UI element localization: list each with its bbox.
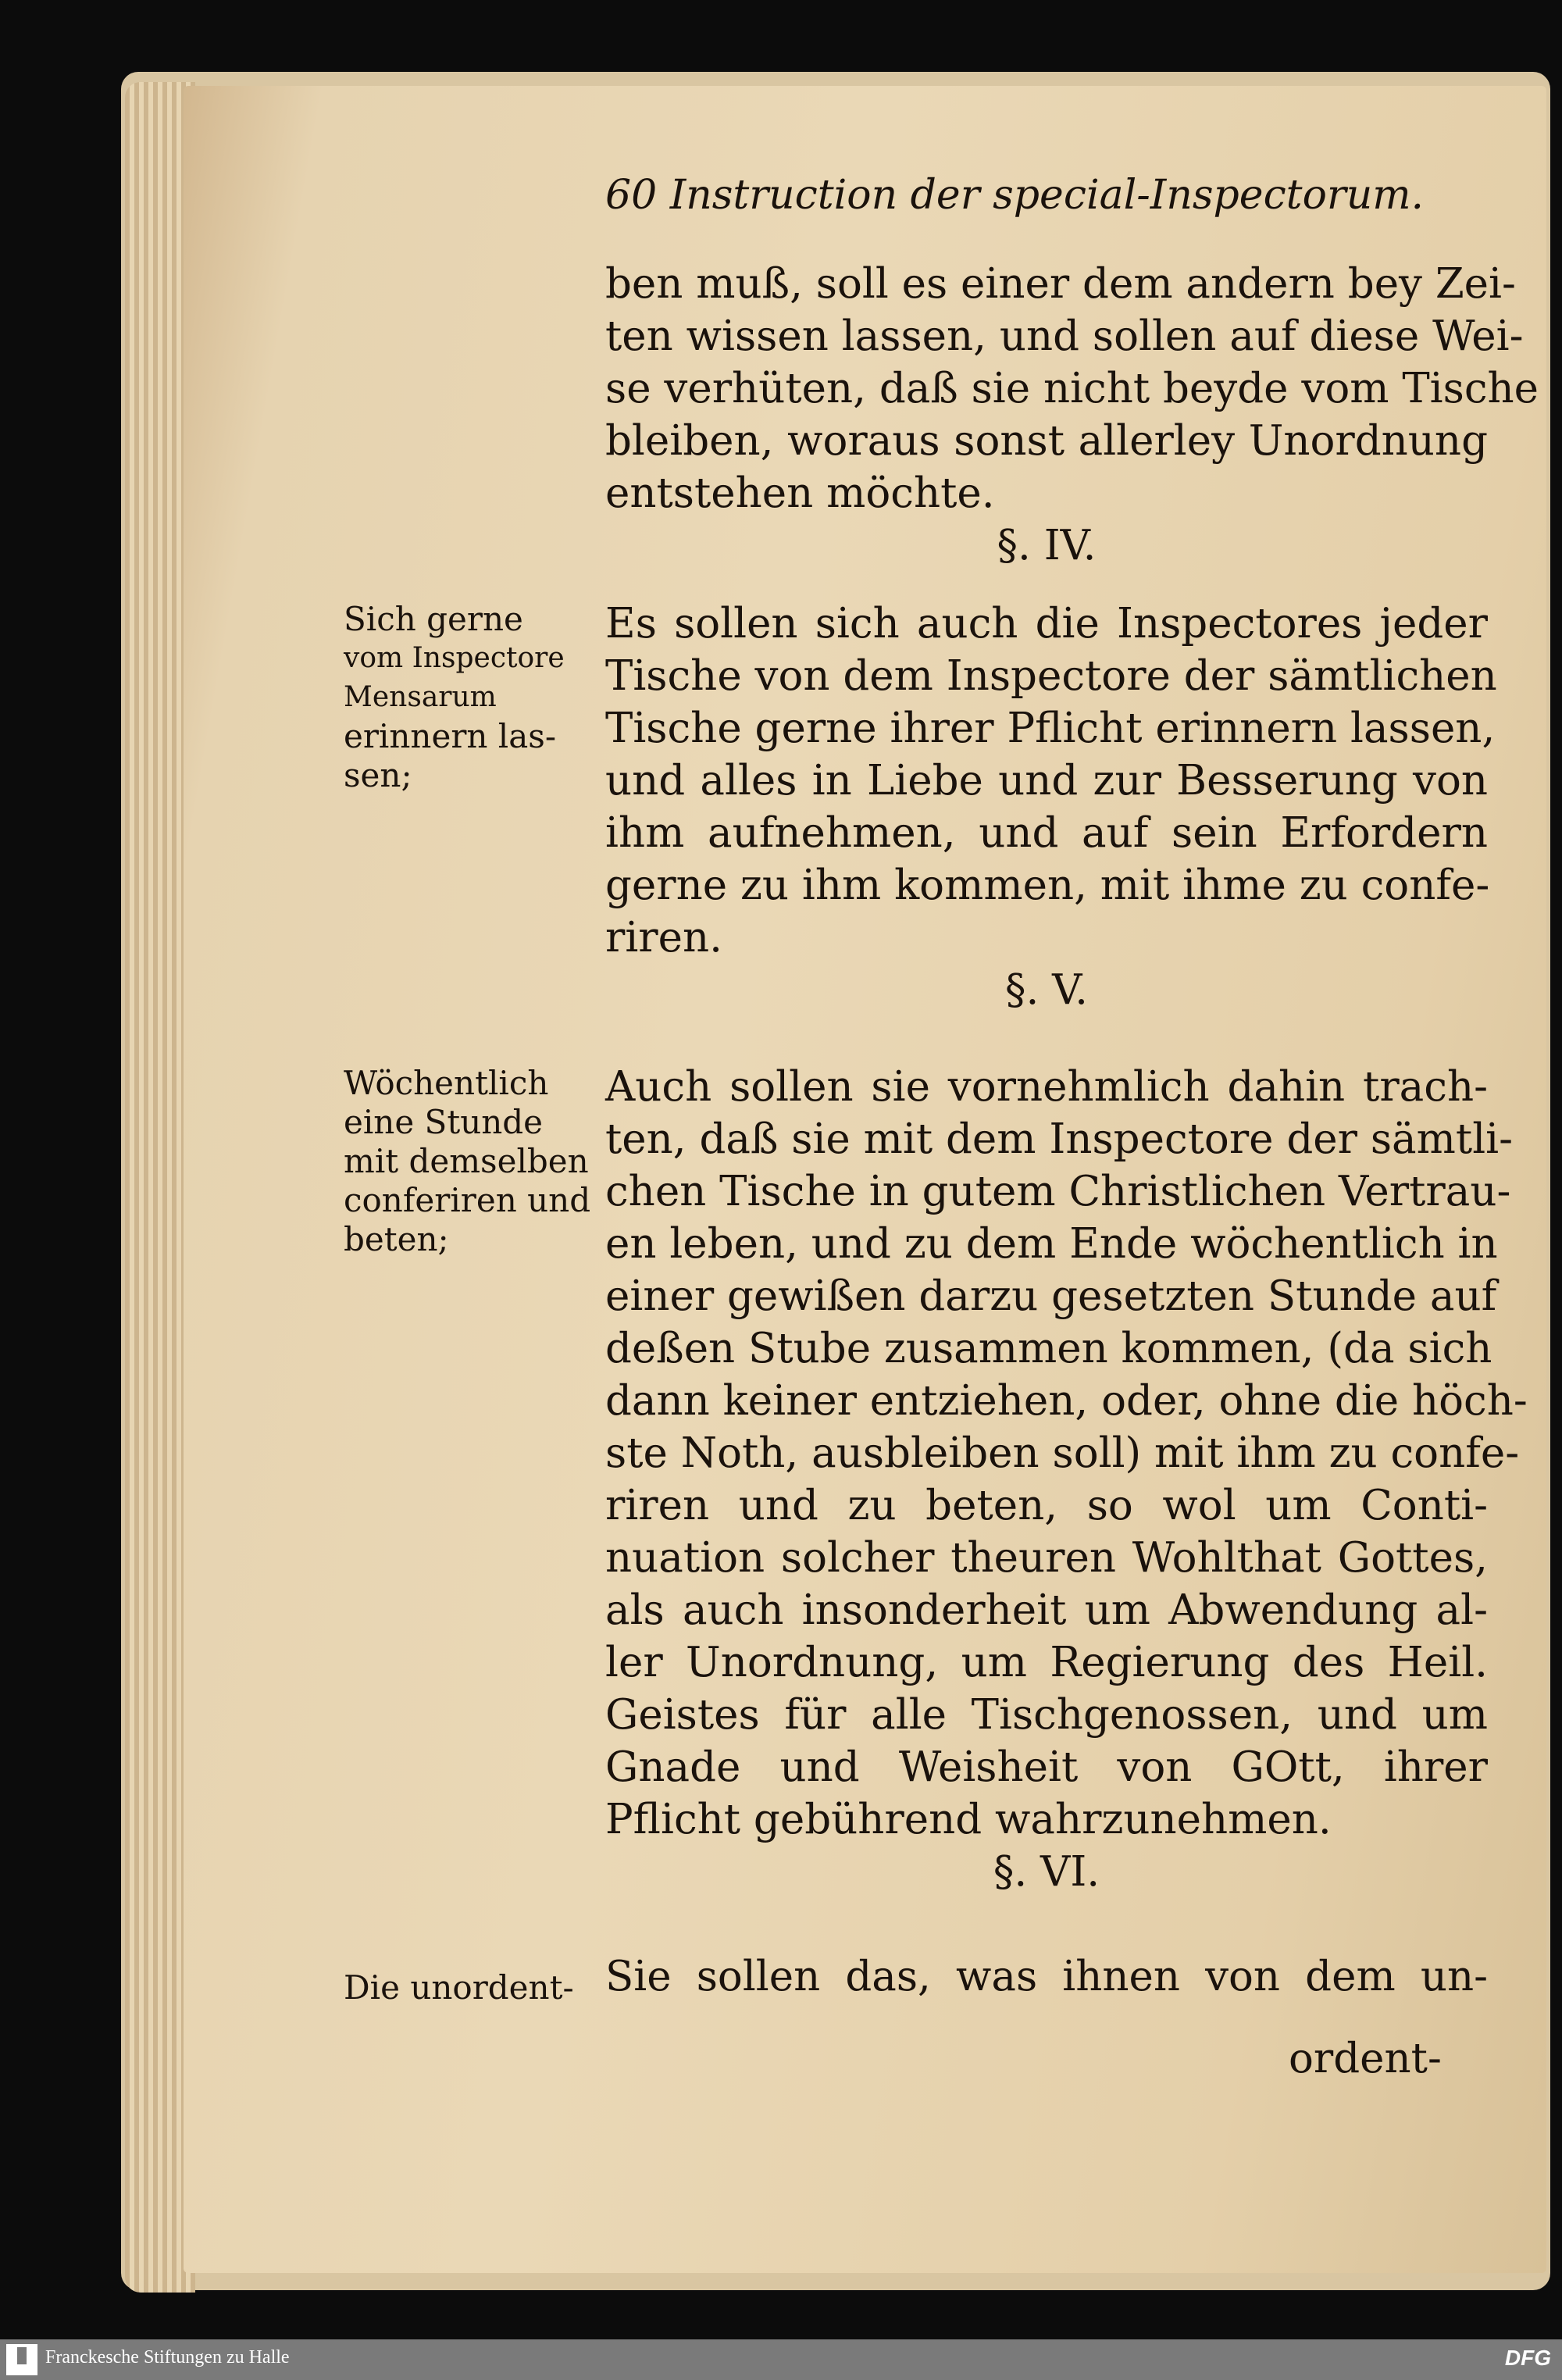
text-line: einer gewißen darzu gesetzten Stunde auf bbox=[605, 1272, 1497, 1320]
margin-line: erinnern las- bbox=[344, 717, 557, 755]
text-line: riren. bbox=[605, 914, 722, 962]
text-line: Gnade und Weisheit von GOtt, ihrer bbox=[605, 1743, 1488, 1791]
text-line: en leben, und zu dem Ende wöchentlich in bbox=[605, 1220, 1498, 1268]
text-line: nuation solcher theuren Wohlthat Gottes, bbox=[605, 1534, 1488, 1582]
paragraph-continuation bbox=[605, 258, 1539, 572]
text-line: Sie sollen das, was ihnen von dem un- bbox=[605, 1953, 1488, 2000]
margin-note-5 bbox=[344, 1064, 601, 1259]
text-line: und alles in Liebe und zur Besserung von bbox=[605, 757, 1488, 805]
margin-line: vom Inspectore bbox=[344, 642, 565, 674]
text-line: ten wissen lassen, und sollen auf diese Wei- bbox=[605, 312, 1524, 360]
text-line: als auch insonderheit um Abwendung al- bbox=[605, 1586, 1488, 1634]
margin-line: Wöchentlich bbox=[344, 1064, 549, 1102]
text-line: Es sollen sich auch die Inspectores jeder bbox=[605, 600, 1488, 648]
text-line: ten, daß sie mit dem Inspectore der sämtli- bbox=[605, 1115, 1514, 1163]
text-line: ihm aufnehmen, und auf sein Erfordern bbox=[605, 809, 1488, 857]
text-line: ste Noth, ausbleiben soll) mit ihm zu confe- bbox=[605, 1429, 1520, 1477]
running-header: 60 Instruction der special-Inspectorum. bbox=[605, 172, 1425, 219]
dfg-logo: DFG bbox=[1504, 2346, 1551, 2370]
institution-logo-icon bbox=[6, 2344, 37, 2375]
text-line: riren und zu beten, so wol um Conti- bbox=[605, 1482, 1488, 1529]
margin-line: beten; bbox=[344, 1220, 449, 1258]
section-heading-5: §. V. bbox=[1004, 966, 1089, 1014]
paragraph-4 bbox=[605, 598, 1497, 1016]
margin-line: sen; bbox=[344, 756, 412, 794]
margin-line: Mensarum bbox=[344, 681, 497, 713]
text-line: ler Unordnung, um Regierung des Heil. bbox=[605, 1639, 1488, 1686]
text-line: chen Tische in gutem Christlichen Vertrau- bbox=[605, 1168, 1511, 1215]
margin-line: Sich gerne bbox=[344, 600, 523, 638]
text-line: Pflicht gebührend wahrzunehmen. bbox=[605, 1796, 1332, 1843]
section-heading-4: §. IV. bbox=[997, 522, 1097, 569]
text-line: gerne zu ihm kommen, mit ihme zu confe- bbox=[605, 862, 1490, 909]
section-heading-6: §. VI. bbox=[993, 1848, 1100, 1896]
margin-note-6 bbox=[344, 1968, 601, 2007]
text-line: Tische gerne ihrer Pflicht erinnern lassen, bbox=[605, 705, 1496, 752]
margin-line: eine Stunde bbox=[344, 1103, 544, 1141]
viewer-footer-bar bbox=[0, 2339, 1562, 2380]
margin-line: mit demselben bbox=[344, 1142, 589, 1180]
text-line: deßen Stube zusammen kommen, (da sich bbox=[605, 1325, 1492, 1372]
logo-mark bbox=[17, 2347, 27, 2364]
text-line: Geistes für alle Tischgenossen, und um bbox=[605, 1691, 1488, 1739]
text-line: dann keiner entziehen, oder, ohne die höch- bbox=[605, 1377, 1528, 1425]
text-line: entstehen möchte. bbox=[605, 469, 995, 517]
text-line: Tische von dem Inspectore der sämtlichen bbox=[605, 652, 1497, 700]
text-line: bleiben, woraus sonst allerley Unordnung bbox=[605, 417, 1488, 465]
paragraph-5 bbox=[605, 1061, 1528, 1898]
text-line: se verhüten, daß sie nicht beyde vom Tische bbox=[605, 365, 1539, 412]
margin-line: Die unordent- bbox=[344, 1968, 574, 2007]
margin-line: conferiren und bbox=[344, 1181, 591, 1219]
text-line: ben muß, soll es einer dem andern bey Zei- bbox=[605, 260, 1516, 308]
institution-name: Franckesche Stiftungen zu Halle bbox=[45, 2347, 290, 2368]
paragraph-6 bbox=[605, 1950, 1488, 2003]
margin-note-4 bbox=[344, 600, 601, 795]
text-line: Auch sollen sie vornehmlich dahin trach- bbox=[605, 1063, 1488, 1111]
catchword: ordent- bbox=[1289, 2035, 1442, 2082]
